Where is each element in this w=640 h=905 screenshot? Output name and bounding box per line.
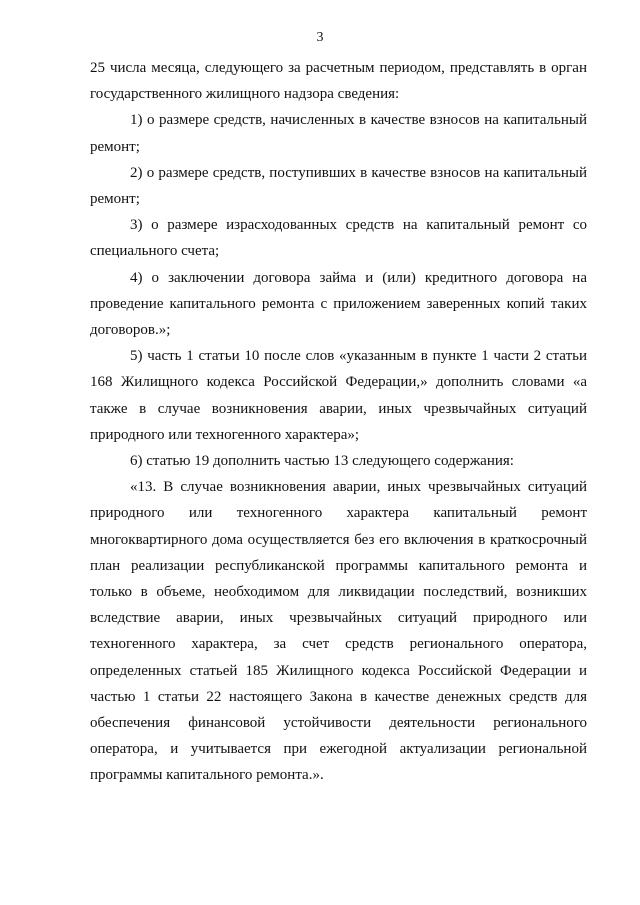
- paragraph-item-3: 3) о размере израсходованных средств на капитальный ремонт со специального счета;: [90, 217, 587, 260]
- page-number: 3: [316, 30, 324, 45]
- paragraph-part-13: «13. В случае возникновения аварии, иных чрезвычайных ситуаций природного или техногенного характера капитальный ремонт многоквартирного дома осуществляется без его включения в краткосрочный план реализации республиканской программы капитального ремонта и только в объеме, необходимом для ликвидации последствий, возникших вследствие аварии, иных чрезвычайных ситуаций природного или техногенного характера, за счет средств регионального оператора, определенных статьей 185 Жилищного кодекса Российской Федерации и частью 1 статьи 22 настоящего Закона в качестве денежных средств для обеспечения финансовой устойчивости деятельности регионального оператора, и учитывается при ежегодной актуализации региональной программы капитального ремонта.».: [90, 479, 587, 784]
- paragraph-item-2: 2) о размере средств, поступивших в качестве взносов на капитальный ремонт;: [90, 164, 587, 208]
- paragraph-amendment-6: 6) статью 19 дополнить частью 13 следующего содержания:: [130, 453, 514, 470]
- paragraph-item-1: 1) о размере средств, начисленных в качестве взносов на капитальный ремонт;: [90, 112, 587, 155]
- paragraph-intro-continuation: 25 числа месяца, следующего за расчетным периодом, представлять в орган государственного жилищного надзора сведения:: [90, 60, 587, 103]
- paragraph-amendment-5: 5) часть 1 статьи 10 после слов «указанным в пункте 1 части 2 статьи 168 Жилищного кодекса Российской Федерации,» дополнить словами «а также в случае возникновения аварии, иных чрезвычайных ситуаций природного или техногенного характера»;: [90, 348, 587, 443]
- document-body: [90, 55, 587, 789]
- paragraph-item-4: 4) о заключении договора займа и (или) кредитного договора на проведение капитального ремонта с приложением заверенных копий таких договоров.»;: [90, 269, 587, 339]
